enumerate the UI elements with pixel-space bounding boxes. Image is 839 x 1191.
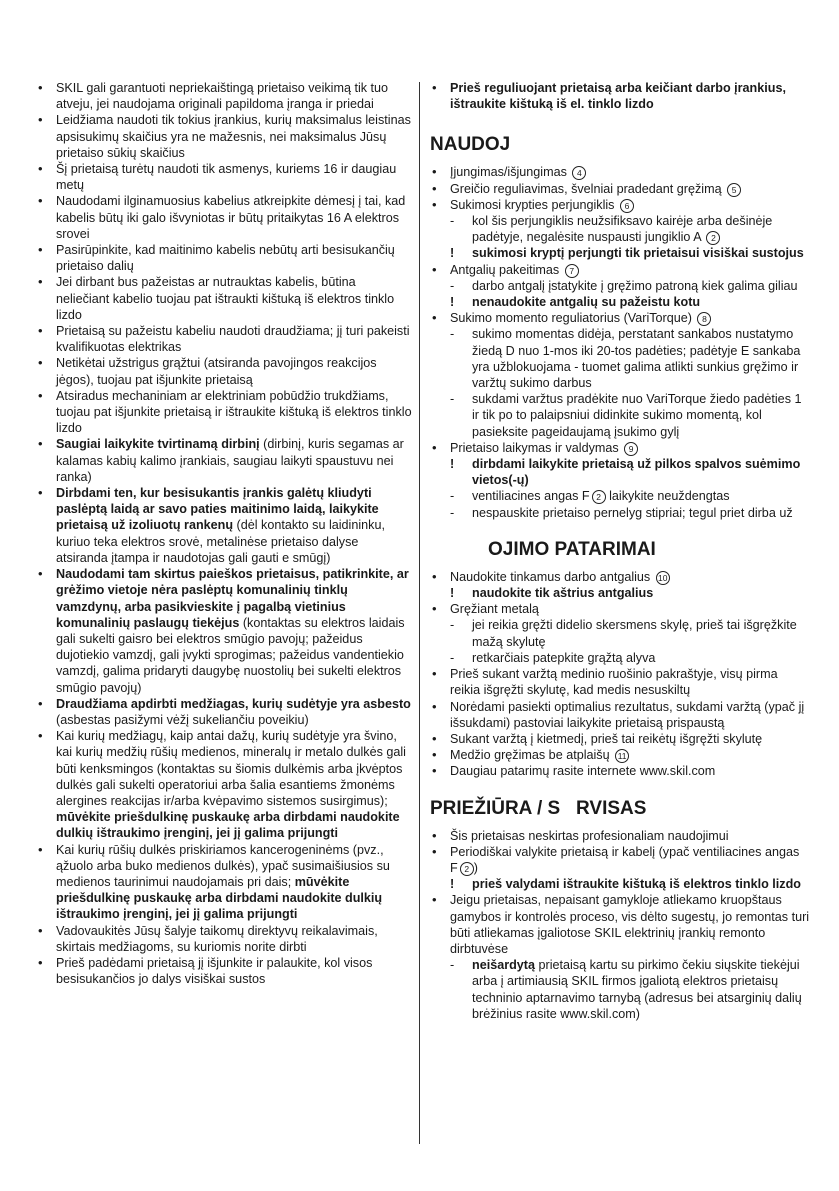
text: Greičio reguliavimas, švelniai pradedant gręžimą — [450, 181, 722, 196]
figure-number: 9 — [624, 442, 638, 456]
list-item — [430, 164, 810, 180]
sub-item — [430, 391, 810, 440]
exclamation-marker: ! — [450, 295, 455, 310]
service-list — [430, 828, 810, 1022]
list-item: • Norėdami pasiekti optimalius rezultatus, sukdami varžtą (ypač jį išsukdami) pastoviai laikykite prietaisą prispaustą — [430, 699, 810, 731]
exclamation-marker: ! — [450, 877, 455, 892]
emphasis: mūvėkite priešdulkinę puskaukę arba dirbdami naudokite dulkių ištraukimo įrenginį, jei jį galima prijungti — [56, 810, 400, 841]
column-divider — [419, 82, 420, 1144]
sub-item — [430, 213, 810, 245]
text: Naudokite tinkamus darbo antgalius — [450, 569, 651, 584]
sub-item — [430, 326, 810, 391]
list-item: • Gręžiant metalą — [430, 601, 810, 617]
text: Sukimosi krypties perjungiklis — [450, 197, 615, 212]
list-item — [36, 485, 412, 566]
figure-number: 4 — [572, 166, 586, 180]
text: (asbestas pasižymi vėžį sukeliančiu poveikiu) — [56, 712, 309, 727]
emphasis: mūvėkite priešdulkinę puskaukę arba dirbdami naudokite dulkių ištraukimo įrenginį, jei jį galima prijungti — [56, 874, 383, 922]
text: Prietaiso laikymas ir valdymas — [450, 440, 619, 455]
emphasis: Saugiai laikykite tvirtinamą dirbinį — [56, 437, 260, 452]
figure-number: 5 — [727, 183, 741, 197]
sub-item — [430, 505, 810, 521]
dash-marker: - — [450, 505, 455, 520]
text: ) — [473, 860, 478, 875]
dash-marker: - — [450, 489, 455, 504]
list-item — [36, 436, 412, 485]
dash-marker: - — [450, 650, 455, 665]
tips-list — [430, 569, 810, 780]
text: (dėl kontakto su laidininku, kuriuo teka elektros srovė, metalinėse prietaiso dalyse atsiranda įtampa ir naudotojas gali gauti e smūgį) — [56, 518, 385, 565]
list-item: • Jei dirbant bus pažeistas ar nutrauktas kabelis, būtina neliečiant kabelio tuojau pat ištraukti kištuką iš elektros tinklo lizdo — [36, 274, 412, 323]
warning-item — [430, 245, 810, 261]
text: Antgalių pakeitimas — [450, 262, 560, 277]
top-warning-list — [430, 80, 810, 112]
list-item — [430, 80, 810, 112]
usage-list — [430, 164, 810, 520]
figure-number: 11 — [615, 749, 629, 763]
warning-item — [430, 876, 810, 892]
section-title-tips: OJIMO PATARIMAI — [488, 538, 656, 560]
sub-item — [430, 617, 810, 649]
text: (kontaktas su elektros laidais gali sukelti gaisro bei elektros smūgio pavojų; pažeidus dujotiekio vamzdį, gali įvykti sprogimas; pažeidus vandentiekio vamzdį, galima pridaryti daugybę nuostolių bei sukelti elektros smūgio pavojų) — [56, 615, 405, 695]
list-item — [430, 181, 810, 197]
safety-list — [36, 80, 412, 987]
sub-item — [430, 650, 810, 666]
text: retkarčiais patepkite grąžtą alyva — [472, 650, 656, 665]
figure-number: 2 — [460, 862, 474, 876]
figure-number: 8 — [697, 312, 711, 326]
text: Kai kurių rūšių dulkės priskiriamos kancerogeninėms (pvz., ąžuolo arba buko medienos dulkės), ypač susimaišiusios su medienos taurinimui naudojamais pri dais; — [56, 842, 390, 889]
right-column — [430, 80, 810, 1022]
emphasis: Dirbdami ten, kur besisukantis įrankis galėtų kliudyti paslėptą laidą ar savo paties maitinimo laidą, laikykite prietaisą už izoliuotų rankenų — [56, 486, 379, 533]
list-item: • Jeigu prietaisas, nepaisant gamykloje atliekamo kruopštaus gamybos ir kontrolės proceso, vis dėlto sugestų, jo remontas turi būti atliekamas įgaliotose SKIL elektrinių įrankių remonto dirbtuvėse — [430, 892, 810, 957]
list-item: • Prieš padėdami prietaisą jį išjunkite ir palaukite, kol visos besisukančios jo dalys visiškai sustos — [36, 955, 412, 987]
dash-marker: - — [450, 392, 455, 407]
list-item — [430, 844, 810, 876]
list-item — [36, 566, 412, 696]
text: sukdami varžtus pradėkite nuo VariTorque žiedo padėties 1 ir tik po to palaipsniui didinkite sukimo momentą, kol pasieksite pageidaujamą įsukimo gylį — [472, 392, 802, 439]
text: kol šis perjungiklis neužsifiksavo kairėje arba dešinėje padėtyje, negalėsite nuspausti jungiklio A — [472, 214, 773, 245]
list-item — [36, 728, 412, 841]
text: sukimosi kryptį perjungti tik prietaisui visiškai sustojus — [472, 246, 804, 261]
sub-item — [430, 278, 810, 294]
text: prietaisą kartu su pirkimo čekiu siųskite tiekėjui arba į artimiausią SKIL firmos įgaliotą elektros prietaisų techninio aptarnavimo tarnybą (adresus bei atsarginių dalių brėžinius rasite www.skil.com) — [472, 958, 802, 1021]
figure-number: 2 — [706, 231, 720, 245]
text: sukimo momentas didėja, perstatant sankabos nustatymo žiedą D nuo 1-mos iki 20-tos padėties; padėtyje E sankaba yra užblokuojama - tuomet galima atlikti sunkius gręžimo ir varžtų sukimo darbus — [472, 327, 801, 391]
figure-number: 6 — [620, 199, 634, 213]
dash-marker: - — [450, 618, 455, 633]
exclamation-marker: ! — [450, 586, 455, 601]
list-item: • Atsiradus mechaniniam ar elektriniam pobūdžio trukdžiams, tuojau pat išjunkite prietaisą ir ištraukite kištuką iš elektros tinklo lizdo — [36, 388, 412, 437]
list-item — [430, 440, 810, 456]
warning-item — [430, 294, 810, 310]
text: Įjungimas/išjungimas — [450, 165, 567, 180]
list-item: • Leidžiama naudoti tik tokius įrankius, kurių maksimalus leistinas apsisukimų skaičius yra ne mažesnis, nei maksimalus Jūsų prietaiso sūkių skaičius — [36, 112, 412, 161]
text: jei reikia gręžti didelio skersmens skylę, prieš tai išgręžkite mažą skylutę — [472, 618, 797, 649]
exclamation-marker: ! — [450, 457, 455, 472]
list-item — [430, 569, 810, 585]
list-item: • Šis prietaisas neskirtas profesionaliam naudojimui — [430, 828, 810, 844]
dash-marker: - — [450, 214, 455, 229]
text: dirbdami laikykite prietaisą už pilkos spalvos suėmimo vietos(-ų) — [472, 457, 801, 488]
warning-item — [430, 456, 810, 488]
emphasis: Naudodami tam skirtus paieškos prietaisus, patikrinkite, ar grėžimo vietoje nėra paslėptų komunalinių tinklų vamzdynų, arba pasikvieskite į pagalbą vietinius komunalinių paslaugų tiekėjus — [56, 567, 409, 630]
dash-marker: - — [450, 958, 455, 973]
list-item: • Naudodami ilginamuosius kabelius atkreipkite dėmesį į tai, kad kabelis būtų iki galo išvyniotas ir būtų pritaikytas 16 A elektros srovei — [36, 193, 412, 242]
list-item: • Prieš sukant varžtą medinio ruošinio pakraštyje, visų pirma reikia išgręžti skylutę, kad medis nesuskiltų — [430, 666, 810, 698]
text: ventiliacines angas F — [472, 489, 590, 504]
text: darbo antgalį įstatykite į gręžimo patroną kiek galima giliau — [472, 278, 798, 293]
list-item: • Pasirūpinkite, kad maitinimo kabelis nebūtų arti besisukančių prietaiso dalių — [36, 242, 412, 274]
text: Kai kurių medžiagų, kaip antai dažų, kurių sudėtyje yra švino, kai kurių medžių rūšių medienos, mineralų ir metalo dulkės gali būti kenksmingos (kontaktas su šiomis dulkėmis arba įkvėptos dulkės gali sukelti operatoriui arba šalia esantiems žmonėms alergines reakcijas ir/arba kvėpavimo sistemos susirgimus); — [56, 729, 406, 808]
list-item: • Netikėtai užstrigus grąžtui (atsiranda pavojingos reakcijos jėgos), tuojau pat išjunkite prietaisą — [36, 355, 412, 387]
text: prieš valydami ištraukite kištuką iš elektros tinklo lizdo — [472, 877, 801, 892]
text: Medžio gręžimas be atplaišų — [450, 748, 610, 763]
list-item — [36, 696, 412, 728]
section-title-usage: NAUDOJ — [430, 134, 511, 156]
list-item: • SKIL gali garantuoti nepriekaištingą prietaiso veikimą tik tuo atveju, jei naudojama originali papildoma įranga ir priedai — [36, 80, 412, 112]
sub-item — [430, 488, 810, 504]
list-item — [430, 197, 810, 213]
exclamation-marker: ! — [450, 246, 455, 261]
list-item — [430, 310, 810, 326]
list-item — [36, 842, 412, 923]
list-item: • Šį prietaisą turėtų naudoti tik asmenys, kuriems 16 ir daugiau metų — [36, 161, 412, 193]
text: nespauskite prietaiso pernelyg stipriai; tegul priet dirba už — [472, 505, 793, 520]
text: (dirbinį, kuris segamas ar kalamas kabių kalimo įrankiais, saugiau laikyti spaustuvu nei ranka) — [56, 437, 404, 484]
warning-item — [430, 585, 810, 601]
emphasis: Draudžiama apdirbti medžiagas, kurių sudėtyje yra asbesto — [56, 696, 411, 711]
list-item — [430, 747, 810, 763]
figure-number: 2 — [592, 490, 606, 504]
figure-number: 10 — [656, 571, 670, 585]
text: laikykite neuždengtas — [605, 489, 730, 504]
text: Periodiškai valykite prietaisą ir kabelį (ypač ventiliacines angas F — [450, 844, 800, 875]
text: Sukimo momento reguliatorius (VariTorque) — [450, 311, 692, 326]
figure-number: 7 — [565, 264, 579, 278]
list-item: • Prietaisą su pažeistu kabeliu naudoti draudžiama; jį turi pakeisti kvalifikuotas elektrikas — [36, 323, 412, 355]
list-item — [430, 262, 810, 278]
text: nenaudokite antgalių su pažeistu kotu — [472, 295, 701, 310]
section-title-service: PRIEŽIŪRA / S RVISAS — [430, 797, 647, 819]
emphasis: neišardytą — [472, 958, 535, 973]
left-column — [36, 80, 412, 987]
list-item: • Vadovaukitės Jūsų šalyje taikomų direktyvų reikalavimais, skirtais medžiagoms, su kuriomis norite dirbti — [36, 923, 412, 955]
dash-marker: - — [450, 278, 455, 293]
sub-item — [430, 957, 810, 1022]
list-item: • Sukant varžtą į kietmedį, prieš tai reikėtų išgręžti skylutę — [430, 731, 810, 747]
dash-marker: - — [450, 327, 455, 342]
list-item: • Daugiau patarimų rasite internete www.skil.com — [430, 763, 810, 779]
text: naudokite tik aštrius antgalius — [472, 586, 654, 601]
emphasis: Prieš reguliuojant prietaisą arba keičiant darbo įrankius, ištraukite kištuką iš el. tinklo lizdo — [450, 81, 786, 112]
